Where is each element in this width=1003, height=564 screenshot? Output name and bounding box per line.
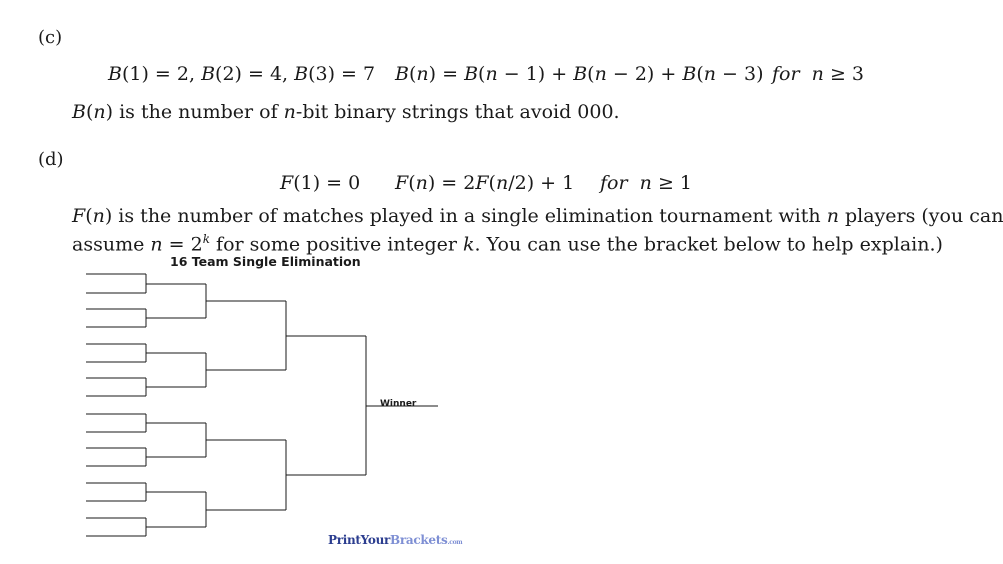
brand-suffix: .com — [447, 539, 463, 546]
match-connector-round1 — [146, 344, 206, 362]
part-c-condition: for n ≥ 3 — [772, 63, 864, 85]
part-c-for-word: for — [772, 63, 800, 85]
match-connector-round2 — [206, 353, 286, 387]
match-connector-round2 — [206, 492, 286, 527]
match-connector-round1 — [146, 448, 206, 466]
winner-label: Winner — [380, 399, 417, 409]
part-d-for-word: for — [600, 172, 628, 194]
match-connector-round1 — [146, 309, 206, 327]
part-d-label: (d) — [38, 149, 64, 170]
bracket-title: 16 Team Single Elimination — [170, 254, 361, 269]
part-c-initial-values: B(1) = 2, B(2) = 4, B(3) = 7 — [108, 63, 376, 85]
match-connector-round1 — [146, 378, 206, 396]
brand-logo — [328, 533, 462, 547]
part-c-description: B(n) is the number of n-bit binary strings that avoid 000. — [72, 101, 620, 123]
match-connector-round1 — [146, 274, 206, 293]
part-c-label: (c) — [38, 27, 63, 48]
part-d-description-line1: F(n) is the number of matches played in a single elimination tournament with n players (you can — [72, 205, 1003, 227]
part-d-condition: for n ≥ 1 — [600, 172, 692, 194]
match-connector-round2 — [206, 284, 286, 318]
part-d-description-line2: assume $n = 2^k$ for some positive integer k. You can use the bracket below to help explain.) — [72, 232, 943, 256]
brand-part1: PrintYour — [328, 533, 391, 547]
part-d-recurrence: F(n) = 2F(n/2) + 1 — [395, 172, 575, 194]
part-d-initial-value: F(1) = 0 — [280, 172, 361, 194]
match-connector-round1 — [146, 518, 206, 536]
match-connector-round3 — [286, 301, 366, 370]
match-connector-round2 — [206, 423, 286, 457]
part-c-recurrence: B(n) = B(n − 1) + B(n − 2) + B(n − 3) — [395, 63, 764, 85]
match-connector-round1 — [146, 483, 206, 501]
brand-part2: Brackets — [390, 533, 448, 547]
match-connector-round1 — [146, 414, 206, 432]
match-connector-round3 — [286, 440, 366, 510]
